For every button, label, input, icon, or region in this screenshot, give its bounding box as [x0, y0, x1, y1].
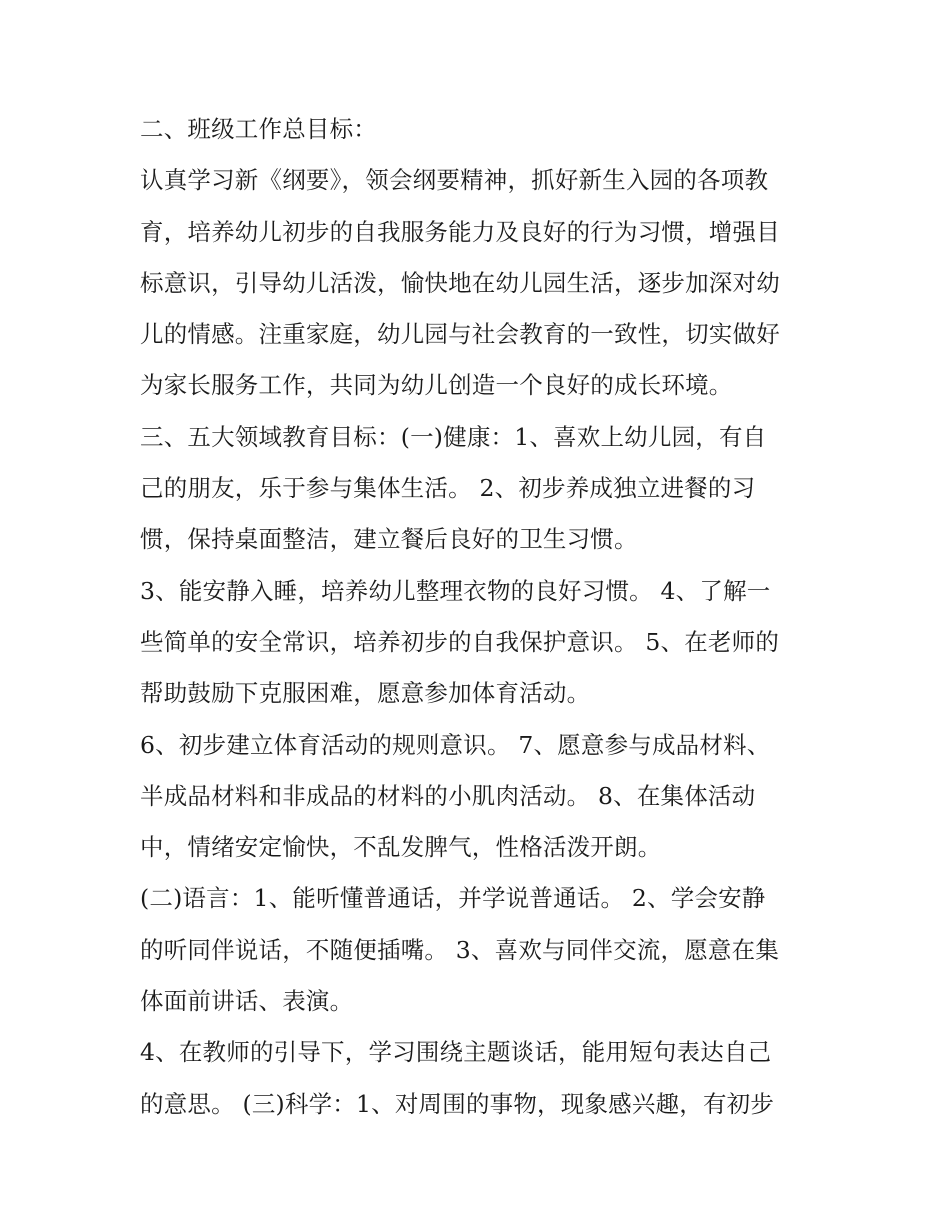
paragraph-line: 认真学习新《纲要》，领会纲要精神，抓好新生入园的各项教	[140, 166, 769, 195]
document-body	[140, 104, 820, 1130]
paragraph-line: 为家长服务工作，共同为幼儿创造一个良好的成长环境。	[140, 371, 733, 400]
paragraph-line: 惯，保持桌面整洁，建立餐后良好的卫生习惯。	[140, 525, 638, 554]
paragraph-line: 体面前讲话、表演。	[140, 987, 354, 1016]
paragraph-line: 6、初步建立体育活动的规则意识。 7、愿意参与成品材料、	[140, 730, 771, 759]
paragraph-line: 帮助鼓励下克服困难，愿意参加体育活动。	[140, 679, 591, 708]
paragraph-line: 育，培养幼儿初步的自我服务能力及良好的行为习惯，增强目	[140, 217, 780, 246]
paragraph-line: 3、能安静入睡，培养幼儿整理衣物的良好习惯。 4、了解一	[140, 576, 771, 605]
paragraph-line: (二)语言：1、能听懂普通话，并学说普通话。 2、学会安静	[140, 884, 766, 913]
paragraph-line: 中，情绪安定愉快，不乱发脾气，性格活泼开朗。	[140, 833, 662, 862]
section-heading-class-goals: 二、班级工作总目标：	[140, 115, 377, 143]
paragraph-line: 些简单的安全常识，培养初步的自我保护意识。 5、在老师的	[140, 627, 780, 656]
paragraph-line: 标意识，引导幼儿活泼，愉快地在幼儿园生活，逐步加深对幼	[140, 268, 780, 297]
paragraph-line: 半成品材料和非成品的材料的小肌肉活动。 8、在集体活动	[140, 781, 756, 810]
paragraph-line: 己的朋友，乐于参与集体生活。 2、初步养成独立进餐的习	[140, 474, 756, 503]
paragraph-line: 的听同伴说话，不随便插嘴。 3、喜欢与同伴交流，愿意在集	[140, 935, 780, 964]
paragraph-line: 的意思。 (三)科学：1、对周围的事物，现象感兴趣，有初步	[140, 1089, 775, 1118]
section-heading-domain-goals: 三、五大领域教育目标：(一)健康：1、喜欢上幼儿园，有自	[140, 422, 767, 451]
paragraph-line: 儿的情感。注重家庭，幼儿园与社会教育的一致性，切实做好	[140, 320, 780, 349]
paragraph-line: 4、在教师的引导下，学习围绕主题谈话，能用短句表达自己	[140, 1038, 772, 1067]
